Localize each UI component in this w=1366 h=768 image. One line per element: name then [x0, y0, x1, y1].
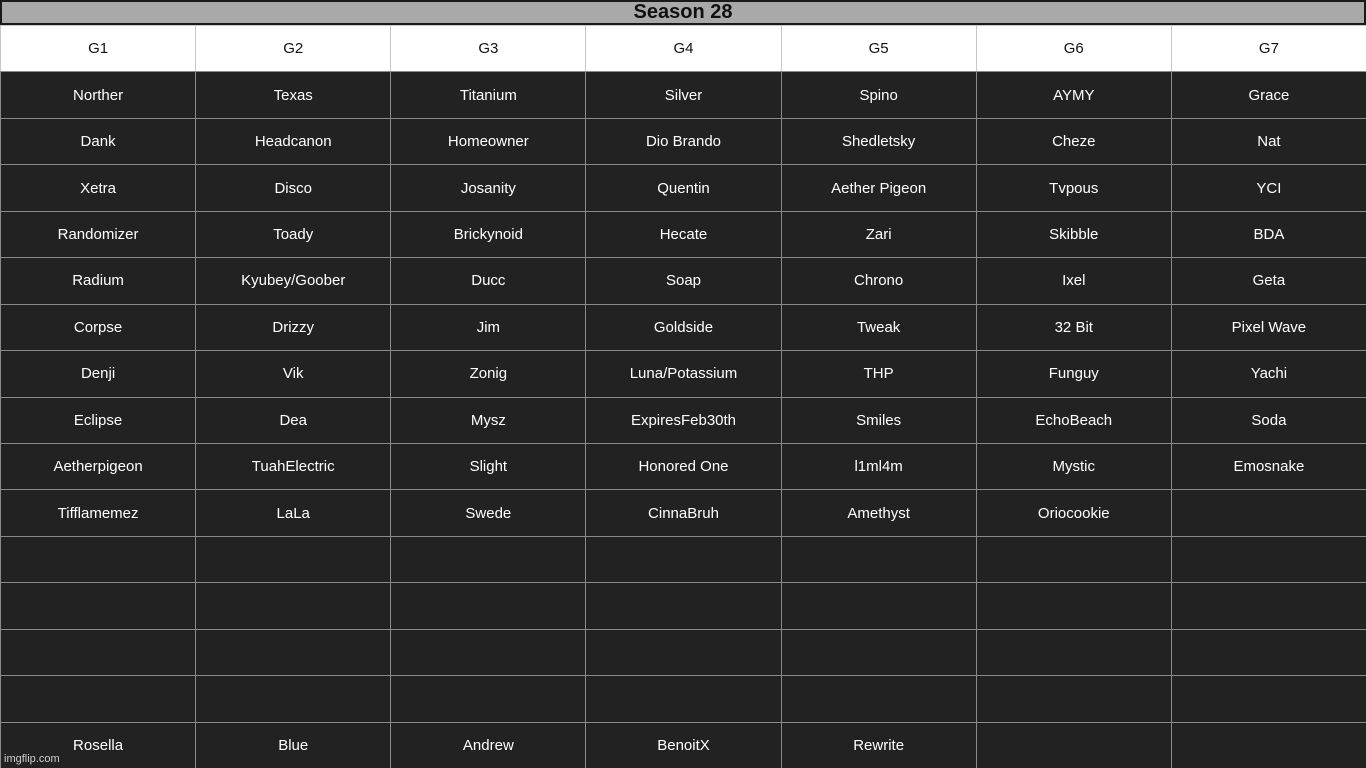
grid-cell: Mystic: [976, 443, 1172, 490]
grid-cell: BDA: [1171, 211, 1366, 258]
grid-cell: [1171, 675, 1366, 722]
grid-cell: Homeowner: [390, 118, 586, 165]
grid-cell: [585, 582, 781, 629]
grid-cell: Shedletsky: [781, 118, 977, 165]
grid-cell: [976, 582, 1172, 629]
grid-cell: Rewrite: [781, 722, 977, 768]
grid-cell: [390, 536, 586, 583]
grid-cell: Tvpous: [976, 164, 1172, 211]
grid-cell: Grace: [1171, 71, 1366, 118]
grid-cell: [0, 582, 196, 629]
grid-cell: [1171, 629, 1366, 676]
grid-cell: [781, 629, 977, 676]
grid-cell: Xetra: [0, 164, 196, 211]
grid-cell: Andrew: [390, 722, 586, 768]
grid-cell: Quentin: [585, 164, 781, 211]
grid-cell: Dank: [0, 118, 196, 165]
grid-cell: ExpiresFeb30th: [585, 397, 781, 444]
grid-cell: YCI: [1171, 164, 1366, 211]
tier-grid: [0, 25, 1366, 768]
grid-cell: Goldside: [585, 304, 781, 351]
grid-cell: [390, 582, 586, 629]
grid-cell: Soap: [585, 257, 781, 304]
grid-cell: [976, 722, 1172, 768]
grid-cell: Eclipse: [0, 397, 196, 444]
grid-cell: Texas: [195, 71, 391, 118]
grid-cell: [585, 536, 781, 583]
grid-cell: BenoitX: [585, 722, 781, 768]
grid-cell: Aether Pigeon: [781, 164, 977, 211]
grid-cell: Ixel: [976, 257, 1172, 304]
grid-cell: Spino: [781, 71, 977, 118]
grid-cell: Funguy: [976, 350, 1172, 397]
grid-cell: Dio Brando: [585, 118, 781, 165]
grid-cell: Ducc: [390, 257, 586, 304]
grid-cell: CinnaBruh: [585, 489, 781, 536]
grid-cell: Amethyst: [781, 489, 977, 536]
grid-cell: [781, 675, 977, 722]
grid-cell: Smiles: [781, 397, 977, 444]
grid-cell: AYMY: [976, 71, 1172, 118]
grid-cell: Aetherpigeon: [0, 443, 196, 490]
grid-cell: Dea: [195, 397, 391, 444]
column-header-g3: G3: [390, 25, 586, 72]
grid-cell: Soda: [1171, 397, 1366, 444]
column-header-g6: G6: [976, 25, 1172, 72]
grid-cell: [0, 536, 196, 583]
grid-cell: [1171, 582, 1366, 629]
grid-cell: Titanium: [390, 71, 586, 118]
grid-cell: [195, 629, 391, 676]
grid-cell: [1171, 536, 1366, 583]
grid-cell: Honored One: [585, 443, 781, 490]
grid-cell: Corpse: [0, 304, 196, 351]
grid-cell: Tifflamemez: [0, 489, 196, 536]
grid-cell: LaLa: [195, 489, 391, 536]
column-header-g2: G2: [195, 25, 391, 72]
grid-cell: [0, 675, 196, 722]
grid-cell: Radium: [0, 257, 196, 304]
grid-cell: [781, 536, 977, 583]
grid-cell: [195, 675, 391, 722]
grid-cell: Oriocookie: [976, 489, 1172, 536]
grid-cell: TuahElectric: [195, 443, 391, 490]
grid-cell: Chrono: [781, 257, 977, 304]
grid-cell: Disco: [195, 164, 391, 211]
grid-cell: [976, 675, 1172, 722]
grid-cell: [1171, 722, 1366, 768]
grid-cell: [0, 629, 196, 676]
grid-cell: EchoBeach: [976, 397, 1172, 444]
grid-cell: Pixel Wave: [1171, 304, 1366, 351]
grid-cell: Emosnake: [1171, 443, 1366, 490]
grid-cell: [781, 582, 977, 629]
board-title: Season 28: [0, 0, 1366, 25]
grid-cell: Blue: [195, 722, 391, 768]
grid-cell: Mysz: [390, 397, 586, 444]
grid-cell: Norther: [0, 71, 196, 118]
grid-cell: Cheze: [976, 118, 1172, 165]
grid-cell: Silver: [585, 71, 781, 118]
grid-cell: Brickynoid: [390, 211, 586, 258]
grid-cell: Headcanon: [195, 118, 391, 165]
grid-cell: Drizzy: [195, 304, 391, 351]
grid-cell: Slight: [390, 443, 586, 490]
grid-cell: Toady: [195, 211, 391, 258]
grid-cell: l1ml4m: [781, 443, 977, 490]
grid-cell: Vik: [195, 350, 391, 397]
watermark: imgflip.com: [4, 753, 60, 765]
grid-cell: Rosella: [0, 722, 196, 768]
grid-cell: 32 Bit: [976, 304, 1172, 351]
grid-cell: Skibble: [976, 211, 1172, 258]
grid-cell: Geta: [1171, 257, 1366, 304]
grid-cell: [390, 629, 586, 676]
grid-cell: Kyubey/Goober: [195, 257, 391, 304]
grid-cell: [585, 675, 781, 722]
column-header-g5: G5: [781, 25, 977, 72]
grid-cell: Randomizer: [0, 211, 196, 258]
column-header-g7: G7: [1171, 25, 1366, 72]
grid-cell: [195, 536, 391, 583]
grid-cell: Denji: [0, 350, 196, 397]
grid-cell: [195, 582, 391, 629]
grid-cell: THP: [781, 350, 977, 397]
grid-cell: Jim: [390, 304, 586, 351]
grid-cell: Zonig: [390, 350, 586, 397]
grid-cell: [976, 629, 1172, 676]
grid-cell: [1171, 489, 1366, 536]
grid-cell: Hecate: [585, 211, 781, 258]
grid-cell: [390, 675, 586, 722]
grid-cell: Luna/Potassium: [585, 350, 781, 397]
grid-cell: Josanity: [390, 164, 586, 211]
grid-cell: Tweak: [781, 304, 977, 351]
column-header-g1: G1: [0, 25, 196, 72]
grid-cell: Yachi: [1171, 350, 1366, 397]
grid-cell: [585, 629, 781, 676]
grid-cell: Swede: [390, 489, 586, 536]
column-header-g4: G4: [585, 25, 781, 72]
grid-cell: Nat: [1171, 118, 1366, 165]
grid-cell: Zari: [781, 211, 977, 258]
grid-cell: [976, 536, 1172, 583]
